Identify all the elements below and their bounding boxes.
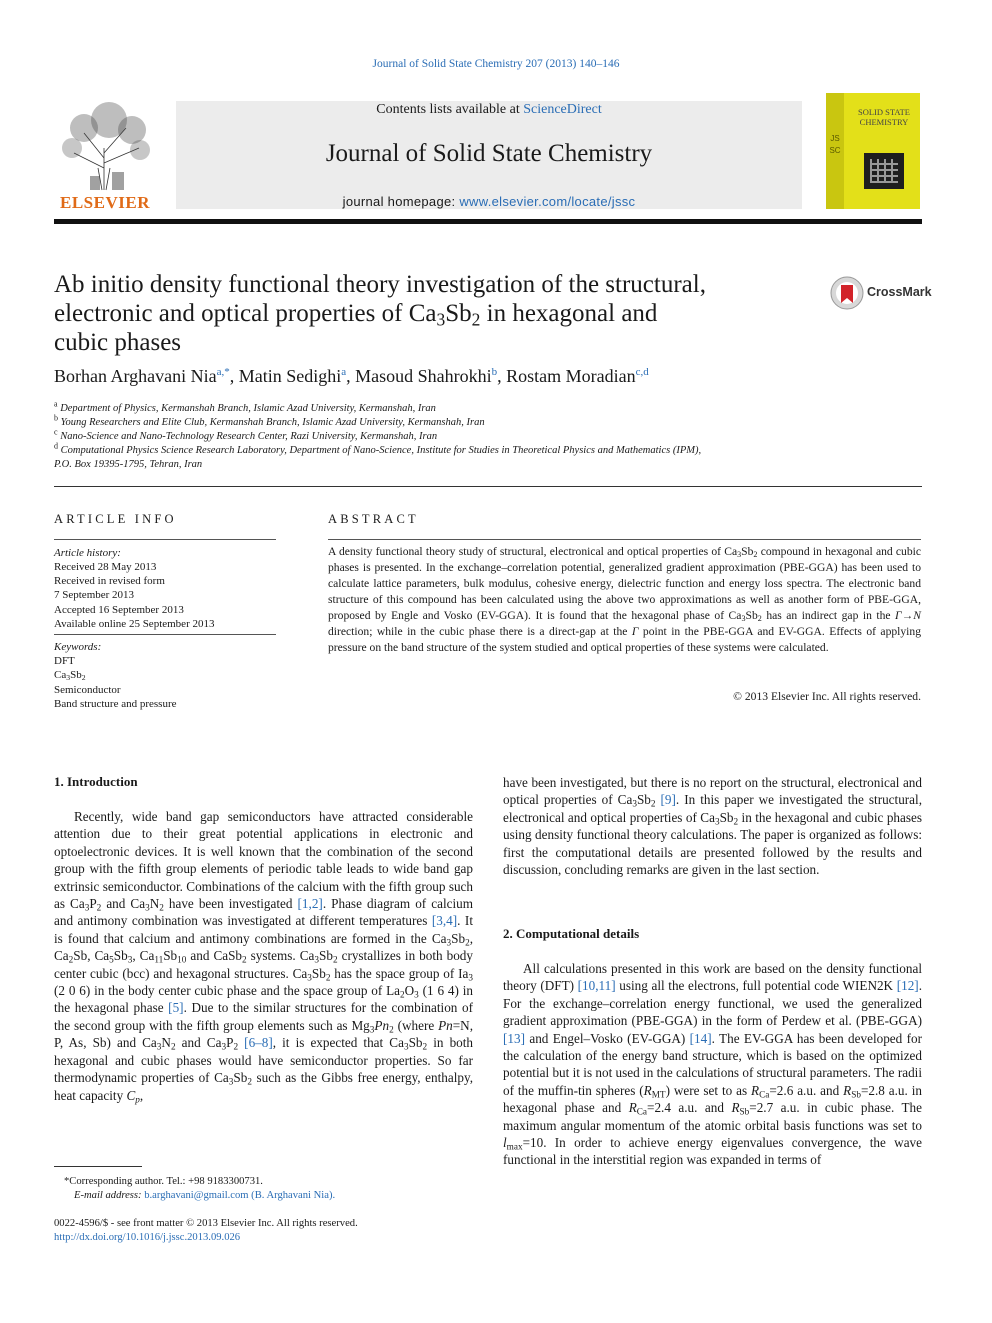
title-block-rule bbox=[54, 486, 922, 487]
journal-title: Journal of Solid State Chemistry bbox=[325, 140, 653, 167]
author[interactable]: Masoud Shahrokhi bbox=[355, 366, 492, 386]
history-item: Accepted 16 September 2013 bbox=[54, 604, 184, 616]
history-item: Received 28 May 2013 bbox=[54, 561, 157, 573]
article-title: Ab initio density functional theory investigation of the structural, electronic and optical properties of $Ca_3Sb_2$ in hexagonal and cubic phases bbox=[54, 271, 706, 356]
doi-link[interactable]: http://dx.doi.org/10.1016/j.jssc.2013.09.026 bbox=[54, 1232, 241, 1243]
crossmark-badge[interactable] bbox=[830, 276, 932, 310]
header-rule bbox=[54, 219, 922, 224]
introduction-text-continued: have been investigated, but there is no report on the structural, electronical and optical properties of $Ca_3Sb_2$ [9]. In this paper we investigated the structural, electronical and optical properties of $Ca_3Sb_2$ in the hexagonal and cubic phases using density functional theory calculations. The paper is organized as follows: first the computational details are presented followed by the results and discussion, concluding remarks are given in the last section. bbox=[503, 775, 922, 878]
corresponding-author-note: *Corresponding author. Tel.: +98 9183300731. bbox=[64, 1176, 263, 1187]
section-heading-computational-details: 2. Computational details bbox=[503, 926, 640, 941]
affiliation: $^b$ Young Researchers and Elite Club, Kermanshah Branch, Islamic Azad University, Kermanshah, Iran bbox=[54, 413, 485, 428]
section-heading-introduction: 1. Introduction bbox=[54, 774, 138, 789]
keyword: Semiconductor bbox=[54, 684, 121, 696]
cover-title: SOLID STATE CHEMISTRY bbox=[858, 107, 910, 127]
history-item: Received in revised form bbox=[54, 575, 165, 587]
reference-link[interactable]: [3,4] bbox=[431, 913, 458, 929]
crossmark-icon bbox=[830, 276, 864, 310]
author-list: Borhan Arghavani Nia$^{a,*}$, Matin Sedighi$^a$, Masoud Shahrokhi$^b$, Rostam Moradian$^{c,d}$ bbox=[54, 366, 649, 386]
abstract-text: A density functional theory study of structural, electronical and optical properties of $Ca_3Sb_2$ compound in hexagonal and cubic phases is presented. In the exchange–correlation potential, generalized gradient approximation (PBE-GGA) has been used to calculate lattice parameters, bulk modulus, cohesive energy, dielectric function and energy loss spectra. The electronic band structure of this compound has been calculated using the above two approximations as well as another form of PBE-GGA, proposed by Engle and Vosko (EV-GGA). It is found that the hexagonal phase of $Ca_3Sb_2$ has an indirect gap in the Γ→N direction; while in the cubic phase there is a direct-gap at the Γ point in the PBE-GGA and EV-GGA. Effects of applying pressure on the band structure of the system studied and optical properties of these systems were calculated. bbox=[328, 545, 921, 654]
reference-link[interactable]: [1,2] bbox=[297, 896, 323, 912]
affiliation: P.O. Box 19395-1795, Tehran, Iran bbox=[54, 459, 203, 470]
sciencedirect-link[interactable]: ScienceDirect bbox=[523, 102, 602, 117]
abstract-copyright: © 2013 Elsevier Inc. All rights reserved. bbox=[733, 690, 921, 703]
author[interactable]: Rostam Moradian bbox=[506, 366, 636, 386]
keyword: Band structure and pressure bbox=[54, 698, 177, 710]
issn-note: 0022-4596/$ - see front matter © 2013 Elsevier Inc. All rights reserved. bbox=[54, 1218, 358, 1229]
keyword: DFT bbox=[54, 655, 75, 667]
keywords-label: Keywords: bbox=[54, 641, 102, 653]
journal-cover-thumbnail[interactable] bbox=[826, 93, 920, 209]
homepage-link[interactable]: www.elsevier.com/locate/jssc bbox=[459, 194, 636, 209]
history-item: 7 September 2013 bbox=[54, 589, 135, 601]
introduction-text: Recently, wide band gap semiconductors have attracted considerable attention due to their great potential applications in electronic and optoelectronic devices. It is well known that the combination of the second group with the fifth group elements of periodic table leads to wide band gap extrinsic semiconductor. Combinations of the calcium with the fifth group such as $Ca_3P_2$ and $Ca_3N_2$ have been investigated [1,2]. Phase diagram of calcium and antimony combination was investigated at different temperatures [3,4]. It is found that calcium and antimony combinations are formed in the $Ca_3Sb_2$, $Ca_2Sb$, $Ca_5Sb_3$, $Ca_{11}Sb_{10}$ and CaSb$_2$ systems. $Ca_3Sb_2$ crystallizes in both body center cubic (bcc) and hexagonal structures. $Ca_3Sb_2$ has the space group of $Ia_3$ (2 0 6) in the body center cubic phase and the space group of $La_2O_3$ (1 6 4) in the hexagonal phase [5]. Due to the similar structures for the combination of the second group with the fifth group elements such as $Mg_3Pn_2$ (where Pn=N, P, As, Sb) and $Ca_3N_2$ and $Ca_3P_2$ [6–8], it is expected that $Ca_3Sb_2$ in both hexagonal and cubic phases would have semiconductor properties. So far thermodynamic properties of $Ca_3Sb_2$ such as the Gibbs free energy, enthalpy, heat capacity $C_p$, bbox=[54, 809, 474, 1104]
author[interactable]: Matin Sedighi bbox=[238, 366, 342, 386]
email-note: E-mail address: b.arghavani@gmail.com (B. Arghavani Nia). bbox=[74, 1190, 336, 1201]
author[interactable]: Borhan Arghavani Nia bbox=[54, 366, 217, 386]
reference-link[interactable]: [12] bbox=[896, 978, 919, 994]
journal-homepage: journal homepage: www.elsevier.com/locate/jssc bbox=[342, 194, 636, 209]
article-info-rule bbox=[54, 539, 276, 540]
affiliation: $^a$ Department of Physics, Kermanshah Branch, Islamic Azad University, Kermanshah, Iran bbox=[54, 399, 436, 414]
footnote-rule bbox=[54, 1166, 142, 1167]
abstract-rule bbox=[328, 539, 921, 540]
journal-citation[interactable]: Journal of Solid State Chemistry 207 (2013) 140–146 bbox=[372, 58, 620, 70]
history-item: Available online 25 September 2013 bbox=[54, 618, 215, 630]
affiliation: $^d$ Computational Physics Science Research Laboratory, Department of Nano-Science, Institute for Studies in Theoretical Physics and Mathematics (IPM), bbox=[54, 441, 702, 456]
reference-link[interactable]: [9] bbox=[660, 792, 676, 808]
contents-line: Contents lists available at ScienceDirect bbox=[376, 102, 602, 117]
elsevier-wordmark: ELSEVIER bbox=[60, 193, 150, 212]
email-link[interactable]: b.arghavani@gmail.com (B. Arghavani Nia). bbox=[144, 1190, 336, 1201]
cover-spine-text: JSSC bbox=[829, 134, 841, 155]
reference-link[interactable]: [13] bbox=[503, 1030, 525, 1046]
reference-link[interactable]: [5] bbox=[168, 1000, 184, 1016]
article-info-heading: ARTICLE INFO bbox=[54, 512, 177, 526]
history-label: Article history: bbox=[54, 547, 121, 559]
crossmark-label: CrossMark bbox=[867, 285, 932, 299]
cover-crystal-image bbox=[864, 153, 904, 189]
abstract-heading: ABSTRACT bbox=[328, 512, 419, 526]
affiliation: $^c$ Nano-Science and Nano-Technology Research Center, Razi University, Kermanshah, Iran bbox=[54, 427, 438, 442]
reference-link[interactable]: [6–8] bbox=[244, 1035, 273, 1051]
keywords-rule bbox=[54, 634, 276, 635]
keyword: $Ca_3Sb_2$ bbox=[54, 669, 86, 682]
reference-link[interactable]: [10,11] bbox=[577, 978, 616, 994]
computational-details-text: All calculations presented in this work are based on the density functional theory (DFT) [10,11] using all the electrons, full potential code WIEN2K [12]. For the exchange–correlation energy functional, we used the generalized gradient approximation (PBE-GGA) in the form of Perdew et al. (PBE-GGA) [13] and Engel–Vosko (EV-GGA) [14]. The EV-GGA has been developed for the calculation of the energy band structure, which is based on the optimized potential but it is not used in the calculations of structural parameters. The radii of the muffin-tin spheres $(R_{MT})$ were set to as $R_{Ca}=2.6$ a.u. and $R_{Sb}=2.8$ a.u. in hexagonal phase and $R_{Ca}=2.4$ a.u. and $R_{Sb}=2.7$ a.u. in cubic phase. The maximum angular momentum of the atomic orbital basis functions was set to $l_{max}=10$. In order to achieve energy eigenvalues convergence, the wave functional in the interstitial region was expanded in terms of bbox=[503, 961, 922, 1168]
reference-link[interactable]: [14] bbox=[689, 1030, 712, 1046]
